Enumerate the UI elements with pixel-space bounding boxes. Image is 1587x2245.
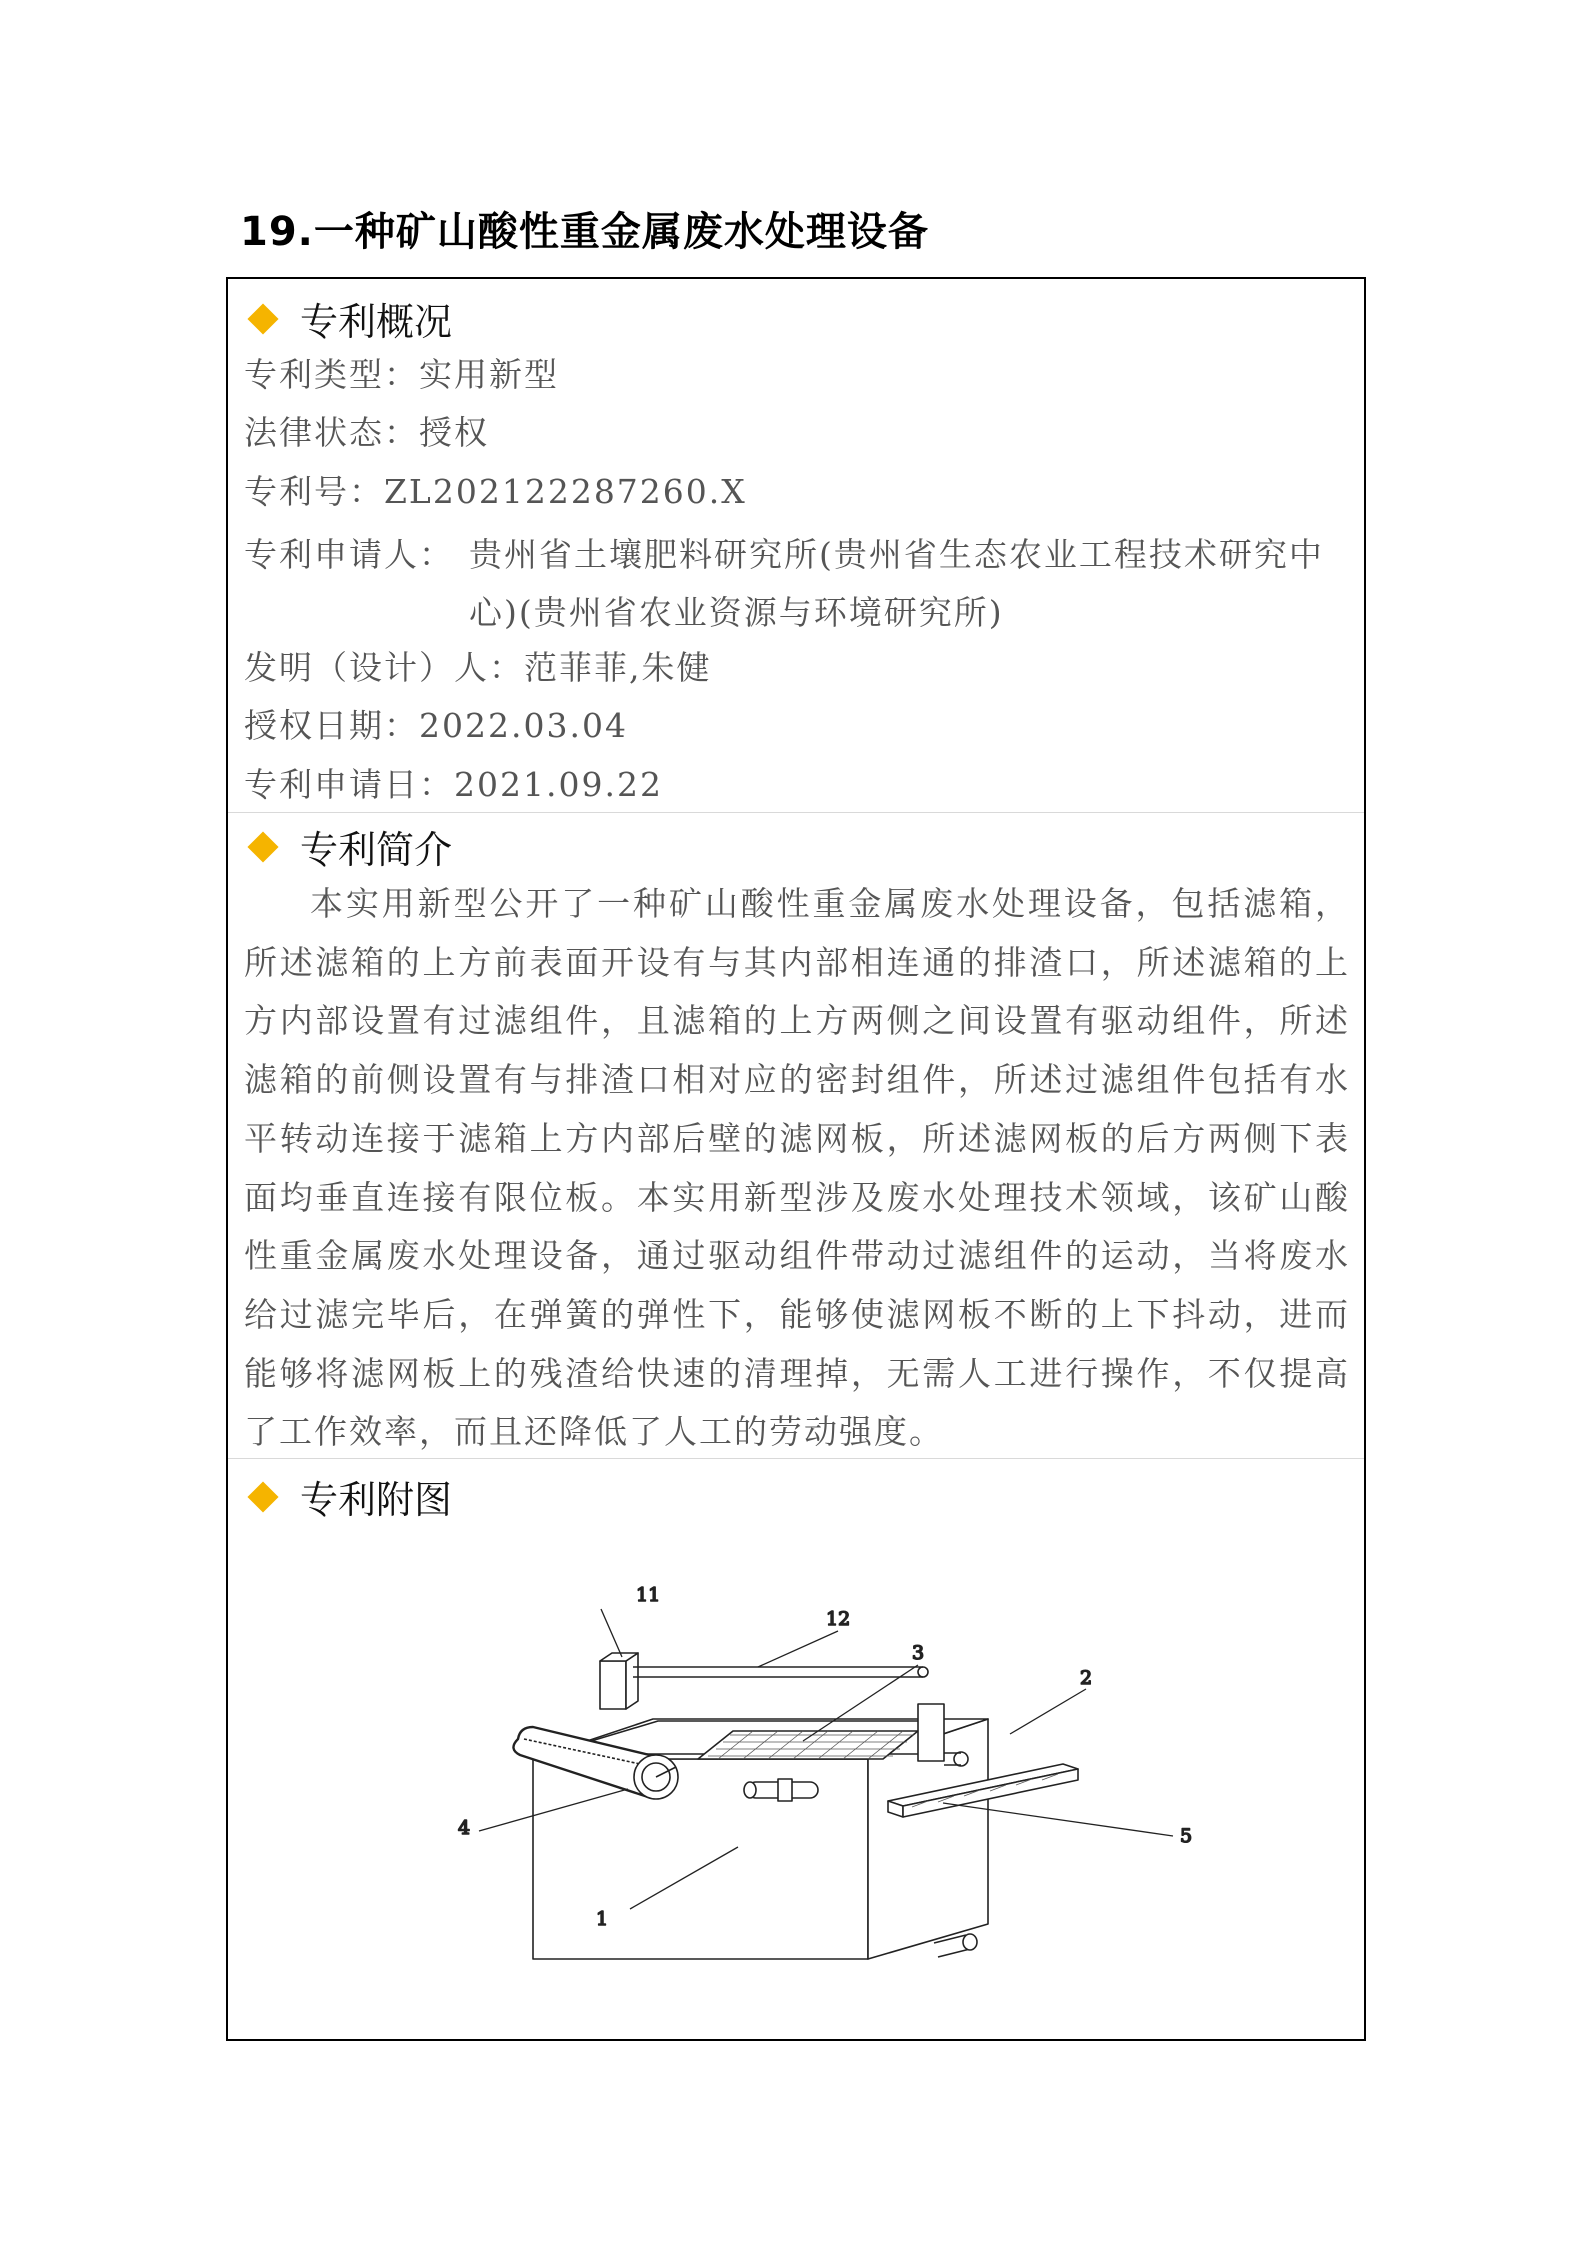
section-drawing-title: 专利附图 (300, 1478, 453, 1522)
inventor-row (244, 642, 712, 689)
legal-status-label: 法律状态： (244, 413, 419, 452)
patent-number-label: 专利号： (244, 472, 384, 511)
applicant-row (244, 526, 1354, 642)
patent-type-row (244, 349, 559, 396)
intro-paragraph: 本实用新型公开了一种矿山酸性重金属废水处理设备，包括滤箱，所述滤箱的上方前表面开设有与其内部相连通的排渣口，所述滤箱的上方内部设置有过滤组件，且滤箱的上方两侧之间设置有驱动组件，所述滤箱的前侧设置有与排渣口相对应的密封组件，所述过滤组件包括有水平转动连接于滤箱上方内部后壁的滤网板，所述滤网板的后方两侧下表面均垂直连接有限位板。本实用新型涉及废水处理技术领域，该矿山酸性重金属废水处理设备，通过驱动组件带动过滤组件的运动，当将废水给过滤完毕后，在弹簧的弹性下，能够使滤网板不断的上下抖动，进而能够将滤网板上的残渣给快速的清理掉，无需人工进行操作，不仅提高了工作效率，而且还降低了人工的劳动强度。 (244, 884, 1350, 1452)
callout-2: 2 (1080, 1667, 1093, 1689)
patent-number-row (244, 466, 747, 513)
legal-status-value: 授权 (419, 413, 489, 452)
section-overview-title: 专利概况 (300, 300, 453, 344)
section-intro-title: 专利简介 (300, 828, 453, 872)
callout-4: 4 (458, 1817, 471, 1839)
grant-date-row (244, 700, 628, 747)
section-divider (228, 812, 1364, 813)
grant-date-label: 授权日期： (244, 706, 419, 745)
callout-5: 5 (1180, 1825, 1193, 1847)
section-divider (228, 1458, 1364, 1459)
page-title: 19.一种矿山酸性重金属废水处理设备 (240, 209, 929, 255)
callout-1: 1 (596, 1908, 609, 1930)
filter-box-drawing (228, 1549, 1364, 1999)
inventor-value: 范菲菲,朱健 (524, 648, 712, 687)
filing-date-row (244, 759, 663, 806)
patent-drawing (228, 1549, 1364, 1999)
callout-3: 3 (912, 1642, 925, 1664)
callout-11: 11 (636, 1584, 661, 1606)
patent-number-value: ZL202122287260.X (384, 472, 747, 511)
section-intro-heading (246, 819, 452, 874)
diamond-bullet-icon (247, 831, 278, 862)
section-overview-heading (246, 291, 452, 346)
callout-12: 12 (826, 1608, 851, 1630)
front-handle (744, 1779, 818, 1801)
diamond-bullet-icon (247, 1481, 278, 1512)
patent-info-table (226, 277, 1366, 2041)
patent-type-label: 专利类型： (244, 355, 419, 394)
filing-date-label: 专利申请日： (244, 765, 454, 804)
filing-date-value: 2021.09.22 (454, 765, 663, 804)
patent-type-value: 实用新型 (419, 355, 559, 394)
grant-date-value: 2022.03.04 (419, 706, 628, 745)
applicant-value: 贵州省土壤肥料研究所(贵州省生态农业工程技术研究中心)(贵州省农业资源与环境研究所) (469, 535, 1324, 632)
diamond-bullet-icon (247, 303, 278, 334)
inventor-label: 发明（设计）人： (244, 648, 524, 687)
legal-status-row (244, 407, 489, 454)
section-drawing-heading (246, 1469, 452, 1524)
applicant-label: 专利申请人： (244, 535, 454, 574)
